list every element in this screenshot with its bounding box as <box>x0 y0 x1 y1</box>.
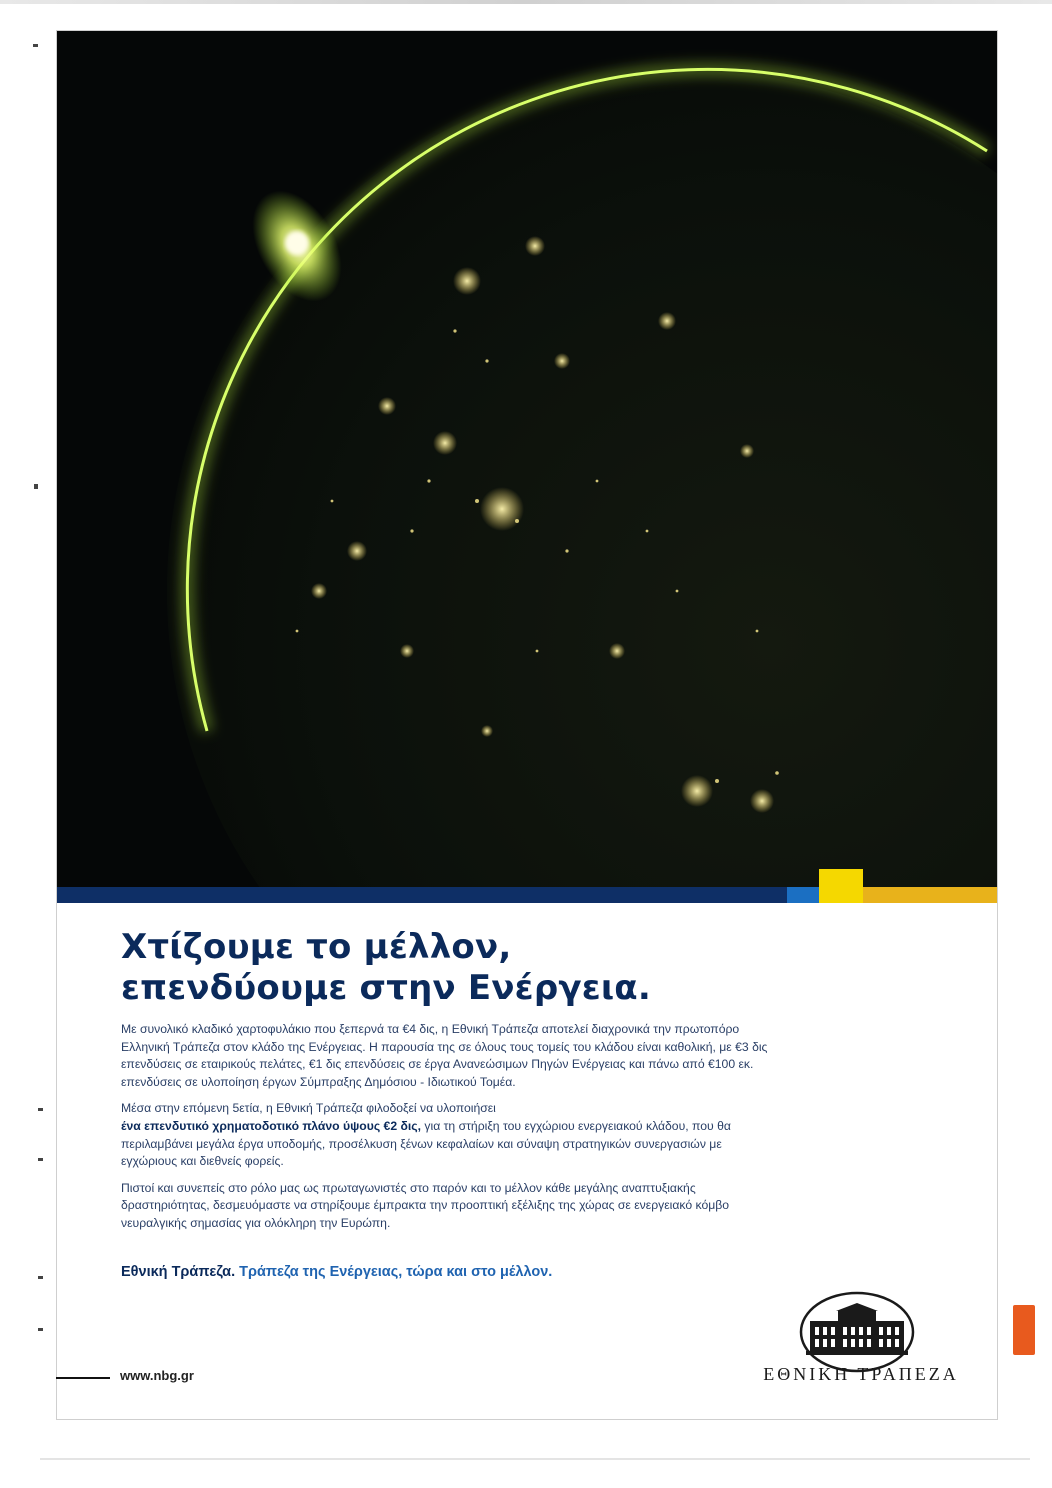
scan-mark <box>33 44 38 47</box>
body-text <box>121 1021 781 1242</box>
url-rule <box>56 1377 110 1379</box>
scan-mark <box>38 1276 43 1279</box>
tagline <box>121 1264 552 1280</box>
scan-mark <box>38 1158 43 1161</box>
blue-bar <box>787 887 819 903</box>
headline-line-1: Χτίζουμε το μέλλον, <box>121 927 512 967</box>
website-link[interactable]: www.nbg.gr <box>120 1368 194 1383</box>
paragraph-3: Πιστοί και συνεπείς στο ρόλο μας ως πρωταγωνιστές στο παρόν και το μέλλον κάθε μεγάλης αναπτυξιακής δραστηριότητας, δεσμευόμαστε να στηρίξουμε έμπρακτα την προοπτική εξέλιξης της χώρας σε ενεργειακό κόμβο νευραλγικής σημασίας για ολόκληρη την Ευρώπη. <box>121 1180 730 1230</box>
tagline-slogan: Τράπεζα της Ενέργειας, τώρα και στο μέλλον. <box>239 1264 553 1280</box>
earth-night-image <box>57 31 997 903</box>
scan-bottom-border <box>40 1458 1030 1460</box>
yellow-bar <box>819 869 863 903</box>
paragraph-2-start: Μέσα στην επόμενη 5ετία, η Εθνική Τράπεζα φιλοδοξεί να υλοποιήσει <box>121 1101 496 1116</box>
gold-bar <box>863 887 997 903</box>
paragraph-1: Με συνολικό κλαδικό χαρτοφυλάκιο που ξεπερνά τα €4 δις, η Εθνική Τράπεζα αποτελεί διαχρονικά την πρωτοπόρο Ελληνική Τράπεζα στον κλάδο της Ενέργειας. Η παρουσία της σε όλους τους τομείς του κλάδου είναι καθολική, με €3 δις επενδύσεις σε εταιρικούς πελάτες, €1 δις επενδύσεις σε έργα Ανανεώσιμων Πηγών Ενέργειας και πάνω από €100 εκ. επενδύσεις σε υλοποίηση έργων Σύμπραξης Δημόσιου - Ιδιωτικού Τομέα. <box>121 1022 768 1089</box>
navy-bar <box>57 887 787 903</box>
earth-illustration <box>57 31 997 903</box>
headline <box>121 927 651 1009</box>
nbg-building-logo <box>798 1291 916 1373</box>
page-edge-tab <box>1013 1305 1035 1355</box>
scan-mark <box>34 484 38 489</box>
advertisement-page <box>56 30 998 1420</box>
scan-top-border <box>0 0 1052 4</box>
headline-line-2: επενδύουμε στην Ενέργεια. <box>121 968 651 1008</box>
paragraph-2-end: για τη στήριξη του εγχώριου ενεργειακού κλάδου, που θα περιλαμβάνει μεγάλα έργα υποδομής, προσέλκυση ξένων κεφαλαίων και σύναψη στρατηγικών συνεργασιών με εγχώριους και διεθνείς φορείς. <box>121 1118 731 1169</box>
color-band <box>57 869 997 903</box>
paragraph-2 <box>121 1100 781 1170</box>
bank-name-logo: ΕΘΝΙΚΗ ΤΡΑΠΕΖΑ <box>763 1364 959 1384</box>
tagline-brand: Εθνική Τράπεζα. <box>121 1264 236 1280</box>
scan-mark <box>38 1328 43 1331</box>
scan-mark <box>38 1108 43 1111</box>
paragraph-2-bold: ένα επενδυτικό χρηματοδοτικό πλάνο ύψους €2 δις, <box>121 1118 421 1133</box>
